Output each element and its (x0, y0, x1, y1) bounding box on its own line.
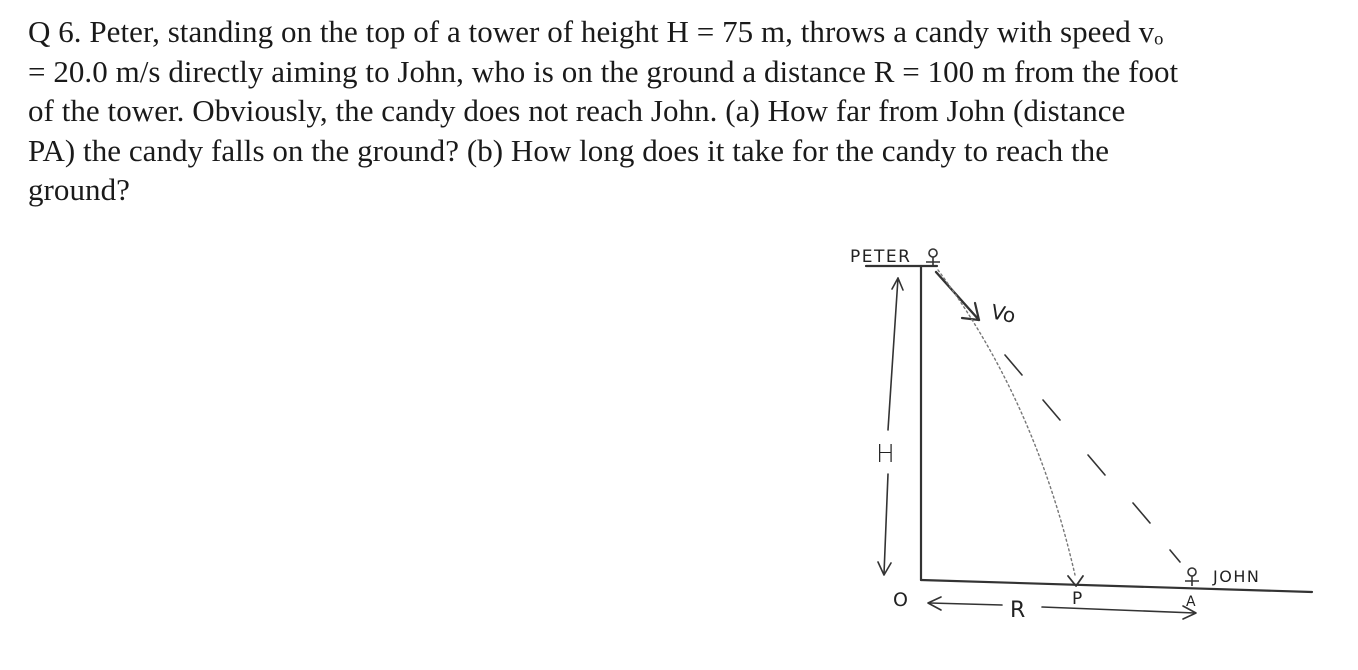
label-origin: O (893, 589, 908, 611)
height-arrow-top (888, 278, 898, 430)
peter-figure-icon (926, 249, 940, 266)
question-line-1: Q 6. Peter, standing on the top of a tower of height H = 75 m, throws a candy with speed vₒ (28, 14, 1164, 49)
question-line-3: of the tower. Obviously, the candy does not reach John. (a) How far from John (distance (28, 93, 1126, 128)
aim-line (1005, 355, 1180, 562)
label-initial-velocity: Vo (988, 299, 1018, 328)
label-height: H (876, 439, 895, 468)
question-line-5: ground? (28, 172, 130, 207)
velocity-arrow (936, 272, 979, 320)
label-peter: PETER (850, 247, 912, 267)
label-landing-point: P (1072, 589, 1083, 609)
label-john-point: A (1186, 594, 1196, 610)
label-john: JOHN (1213, 567, 1261, 586)
range-arrow-right (1042, 607, 1195, 613)
height-arrow-bottom (884, 474, 888, 574)
range-arrow-left (930, 603, 1002, 605)
question-line-4: PA) the candy falls on the ground? (b) How long does it take for the candy to reach the (28, 132, 1110, 168)
john-figure-icon (1185, 568, 1199, 586)
question-line-2: = 20.0 m/s directly aiming to John, who is on the ground a distance R = 100 m from the foot (28, 53, 1179, 89)
label-range: R (1010, 598, 1026, 623)
